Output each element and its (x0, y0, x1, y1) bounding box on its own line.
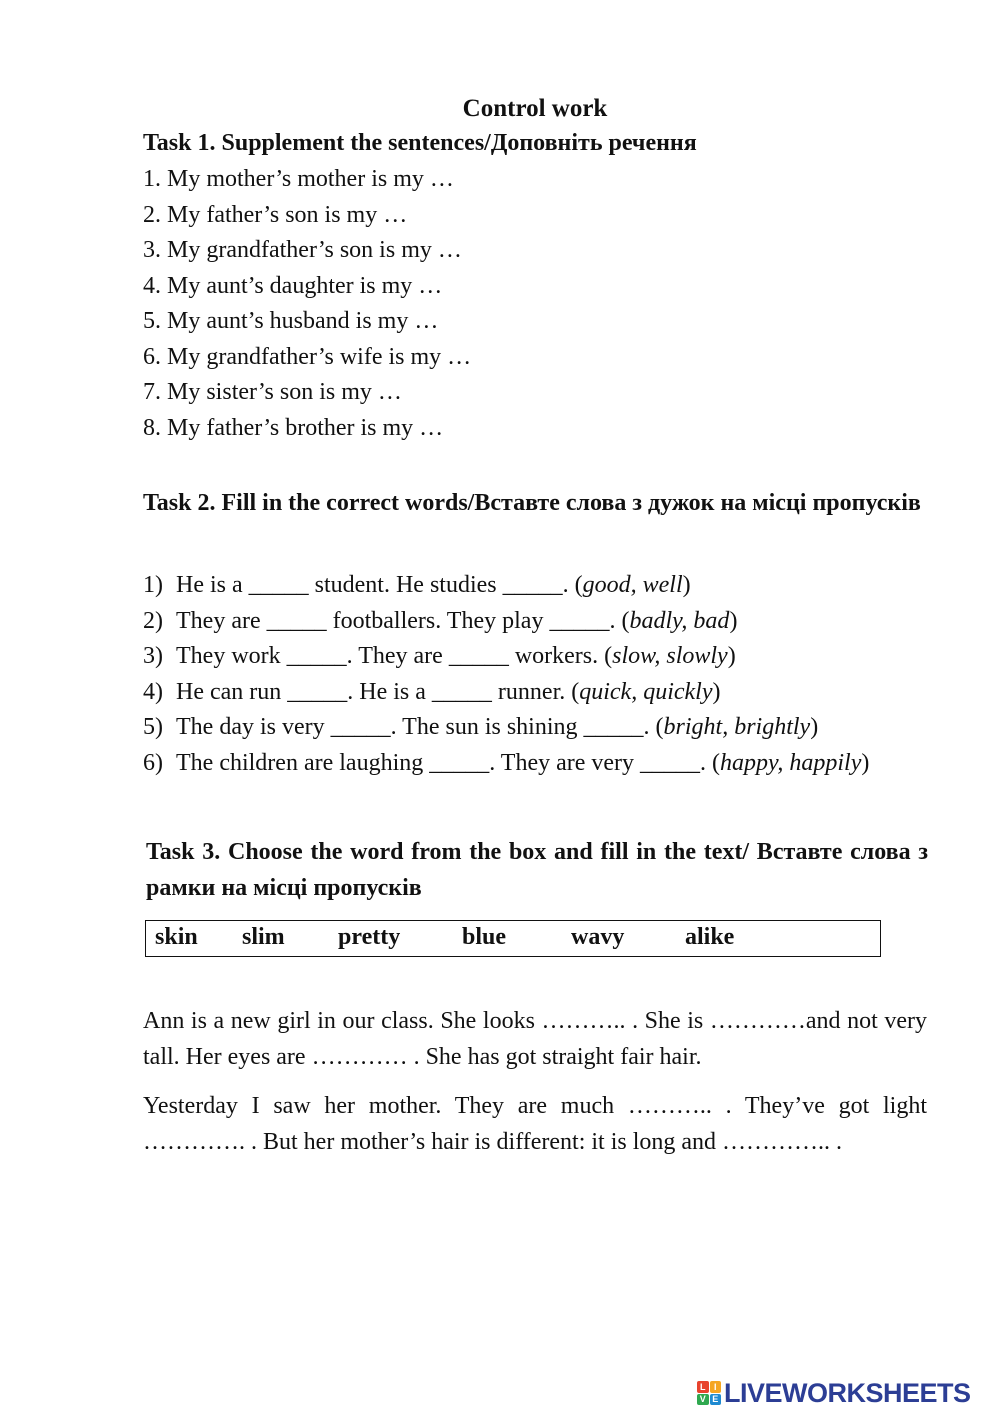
task1-item: 4. My aunt’s daughter is my … (143, 273, 443, 299)
item-hint: badly, bad (629, 607, 730, 634)
word-box (145, 920, 881, 957)
item-text: He is a _____ student. He studies _____. (good, well) (176, 572, 691, 598)
word-box-item: alike (685, 924, 735, 950)
task1-heading: Task 1. Supplement the sentences/Доповніть речення (143, 130, 697, 156)
logo-text: LIVEWORKSHEETS (724, 1377, 971, 1408)
logo-tile: I (710, 1381, 722, 1393)
word-box-item: blue (462, 924, 507, 950)
task1-item: 1. My mother’s mother is my … (143, 166, 454, 192)
item-number: 6) (143, 749, 163, 776)
item-text: They work _____. They are _____ workers. (slow, slowly) (176, 643, 736, 669)
task2-item (143, 639, 927, 675)
item-hint: quick, quickly (579, 678, 713, 705)
logo-tile: L (697, 1381, 709, 1393)
item-text: He can run _____. He is a _____ runner. (quick, quickly) (176, 678, 721, 705)
word-box-item: skin (155, 924, 198, 950)
task1-item: 2. My father’s son is my … (143, 202, 408, 228)
item-text: The children are laughing _____. They are very _____. (happy, happily) (176, 749, 870, 776)
item-number: 1) (143, 572, 163, 598)
item-number: 3) (143, 643, 163, 669)
item-text: The day is very _____. The sun is shining _____. (bright, brightly) (176, 714, 819, 740)
task2-item (143, 604, 927, 640)
liveworksheets-logo (697, 1378, 971, 1408)
liveworksheets-logo-icon (697, 1381, 721, 1405)
page-title: Control work (462, 95, 608, 122)
logo-tile: E (710, 1394, 722, 1406)
task2-item (143, 675, 927, 711)
task1-item: 6. My grandfather’s wife is my … (143, 344, 472, 370)
item-hint: bright, brightly (663, 714, 811, 740)
task1-item: 7. My sister’s son is my … (143, 379, 402, 405)
item-hint: good, well (582, 572, 683, 598)
task2-item (143, 710, 927, 746)
item-hint: slow, slowly (612, 643, 728, 669)
task2-item (143, 568, 927, 604)
item-number: 4) (143, 678, 163, 705)
task1-item: 5. My aunt’s husband is my … (143, 308, 439, 334)
item-hint: happy, happily (720, 749, 862, 776)
task2-item (143, 746, 927, 782)
task2-heading: Task 2. Fill in the correct words/Вставте слова з дужок на місці пропусків (143, 490, 921, 516)
word-box-item: pretty (338, 924, 401, 950)
word-box-item: wavy (571, 924, 625, 950)
logo-tile: V (697, 1394, 709, 1406)
item-number: 5) (143, 714, 163, 740)
task3-paragraph: Ann is a new girl in our class. She looks ……….. . She is …………and not very tall. Her eyes are ………… . She has got straight fair hair. (143, 1008, 927, 1070)
item-text: They are _____ footballers. They play _____. (badly, bad) (176, 607, 738, 634)
task1-item: 3. My grandfather’s son is my … (143, 237, 462, 263)
task2-list (143, 568, 927, 781)
task3-paragraph: Yesterday I saw her mother. They are much ……….. . They’ve got light …………. . But her mother’s hair is different: it is long and ………….. . (143, 1093, 927, 1155)
task1-item: 8. My father’s brother is my … (143, 415, 444, 441)
word-box-item: slim (242, 924, 285, 950)
task3-heading: Task 3. Choose the word from the box and fill in the text/ Вставте слова з рамки на місці пропусків (146, 839, 928, 901)
item-number: 2) (143, 607, 163, 634)
